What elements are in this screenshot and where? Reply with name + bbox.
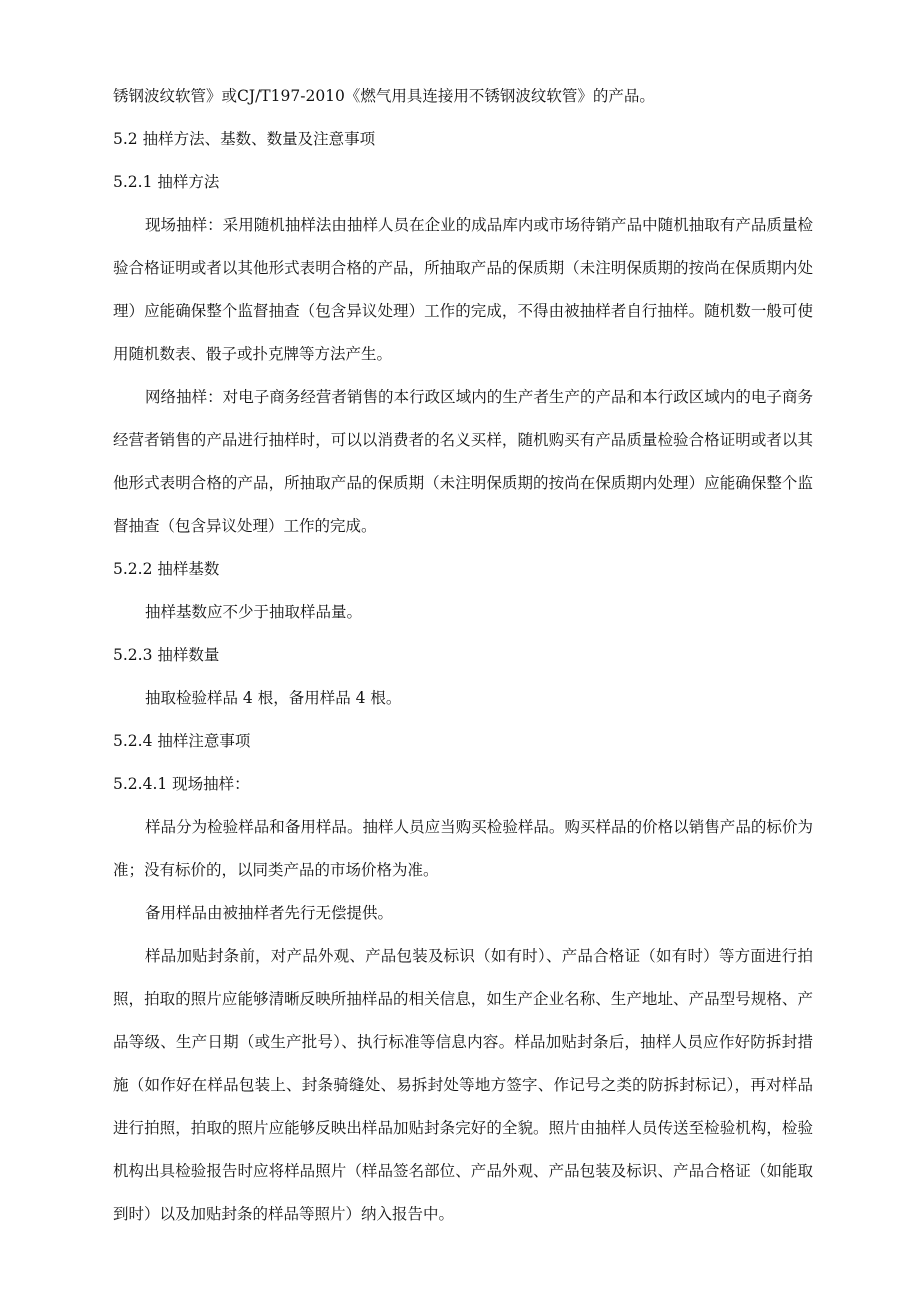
paragraph-line: 照，拍取的照片应能够清晰反映所抽样品的相关信息，如生产企业名称、生产地址、产品型号规格、产 xyxy=(113,990,813,1008)
paragraph-line: 用随机数表、骰子或扑克牌等方法产生。 xyxy=(113,345,393,363)
paragraph-line: 督抽查（包含异议处理）工作的完成。 xyxy=(113,517,377,535)
paragraph-line: 验合格证明或者以其他形式表明合格的产品，所抽取产品的保质期（未注明保质期的按尚在保质期内处 xyxy=(113,259,813,277)
paragraph-line: 进行拍照，拍取的照片应能够反映出样品加贴封条完好的全貌。照片由抽样人员传送至检验机构，检验 xyxy=(113,1119,813,1137)
paragraph-line: 经营者销售的产品进行抽样时，可以以消费者的名义买样，随机购买有产品质量检验合格证明或者以其 xyxy=(113,431,813,449)
subsection-heading: 5.2.4.1 现场抽样： xyxy=(113,775,250,793)
paragraph-line: 网络抽样：对电子商务经营者销售的本行政区域内的生产者生产的产品和本行政区域内的电子商务 xyxy=(145,388,813,406)
subsection-heading: 5.2.3 抽样数量 xyxy=(113,646,220,664)
section-heading: 5.2 抽样方法、基数、数量及注意事项 xyxy=(113,130,376,148)
paragraph-line: 抽样基数应不少于抽取样品量。 xyxy=(145,603,363,621)
subsection-heading: 5.2.4 抽样注意事项 xyxy=(113,732,251,750)
paragraph-line: 样品加贴封条前，对产品外观、产品包装及标识（如有时）、产品合格证（如有时）等方面进行拍 xyxy=(145,947,813,965)
paragraph-line: 备用样品由被抽样者先行无偿提供。 xyxy=(145,904,394,922)
subsection-heading: 5.2.1 抽样方法 xyxy=(113,173,220,191)
paragraph-line: 锈钢波纹软管》或CJ/T197-2010《燃气用具连接用不锈钢波纹软管》的产品。 xyxy=(113,87,655,105)
paragraph-line: 品等级、生产日期（或生产批号）、执行标准等信息内容。样品加贴封条后，抽样人员应作好防拆封措 xyxy=(113,1033,813,1051)
paragraph-line: 到时）以及加贴封条的样品等照片）纳入报告中。 xyxy=(113,1205,455,1223)
subsection-heading: 5.2.2 抽样基数 xyxy=(113,560,220,578)
paragraph-line: 准；没有标价的，以同类产品的市场价格为准。 xyxy=(113,861,439,879)
paragraph-line: 现场抽样：采用随机抽样法由抽样人员在企业的成品库内或市场待销产品中随机抽取有产品质量检 xyxy=(145,216,813,234)
paragraph-line: 抽取检验样品 4 根，备用样品 4 根。 xyxy=(145,689,402,707)
paragraph-line: 施（如作好在样品包装上、封条骑缝处、易拆封处等地方签字、作记号之类的防拆封标记），再对样品 xyxy=(113,1076,813,1094)
paragraph-line: 理）应能确保整个监督抽查（包含异议处理）工作的完成，不得由被抽样者自行抽样。随机数一般可使 xyxy=(113,302,813,320)
paragraph-line: 样品分为检验样品和备用样品。抽样人员应当购买检验样品。购买样品的价格以销售产品的标价为 xyxy=(145,818,813,836)
paragraph-line: 机构出具检验报告时应将样品照片（样品签名部位、产品外观、产品包装及标识、产品合格证（如能取 xyxy=(113,1162,813,1180)
paragraph-line: 他形式表明合格的产品，所抽取产品的保质期（未注明保质期的按尚在保质期内处理）应能确保整个监 xyxy=(113,474,813,492)
